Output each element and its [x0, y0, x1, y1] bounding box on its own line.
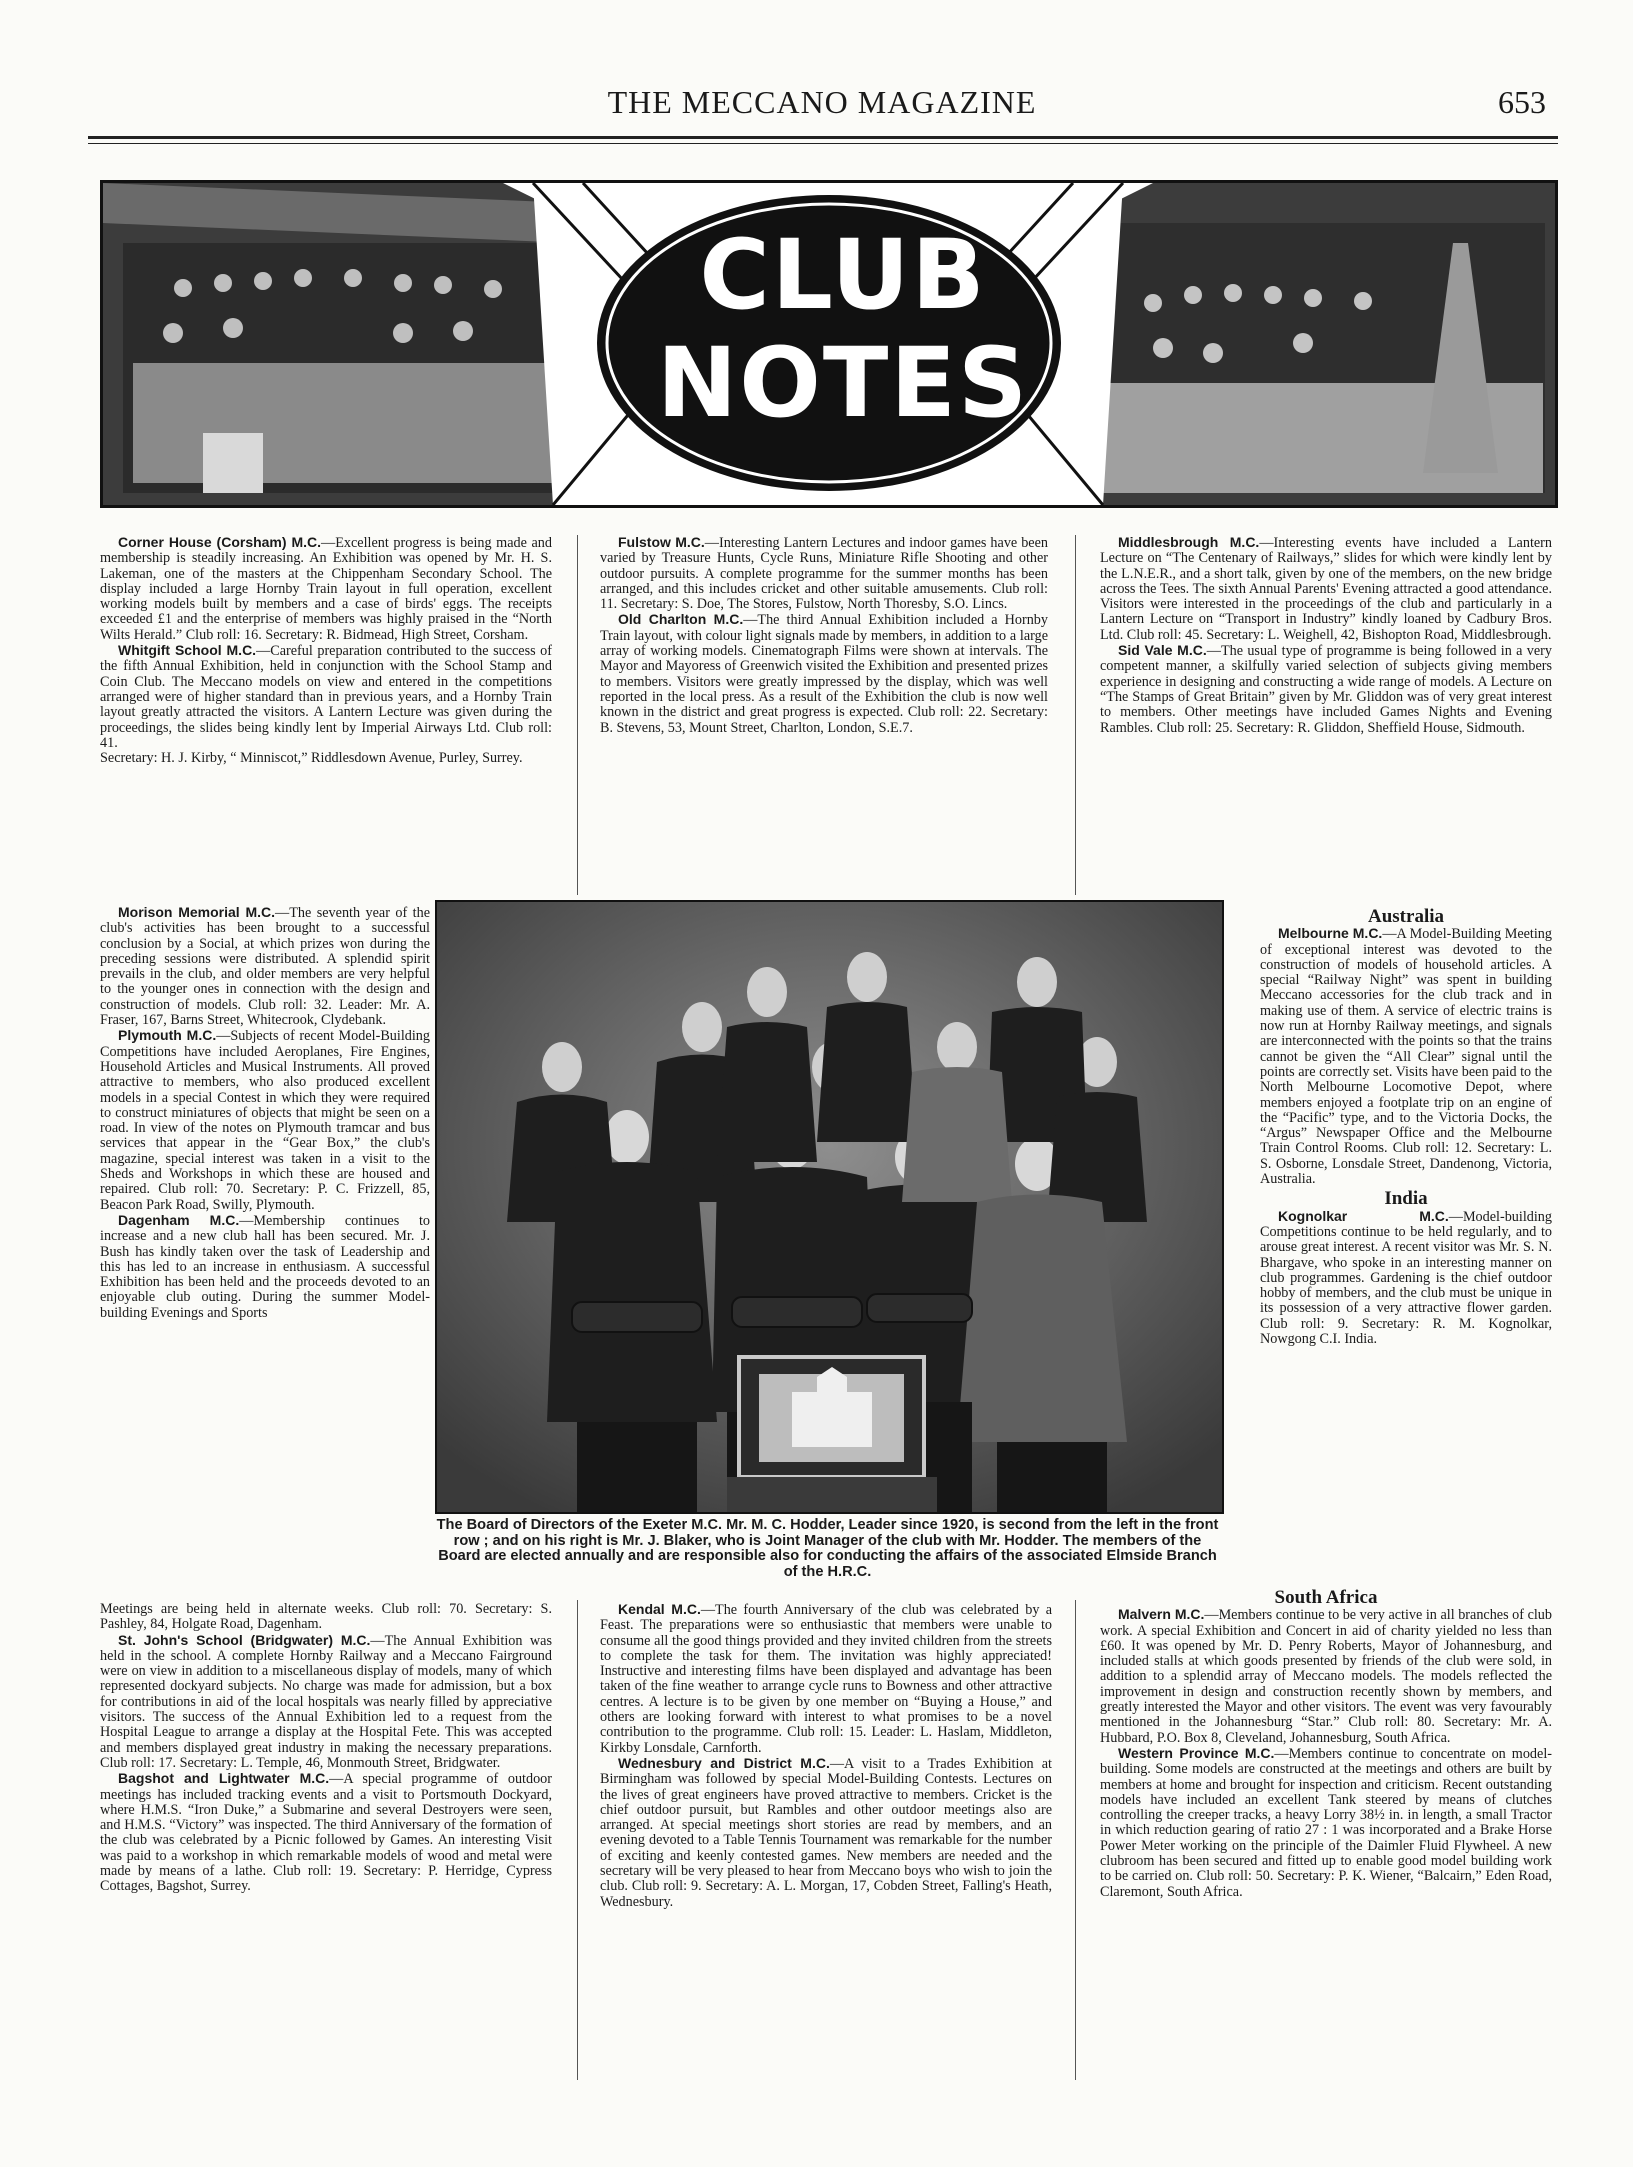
club-note-paragraph	[600, 612, 1048, 735]
club-note-paragraph	[100, 1028, 430, 1213]
club-name: Western Province M.C.	[1118, 1744, 1275, 1761]
club-name: Kognolkar M.C.	[1278, 1207, 1449, 1224]
club-note-text: —The seventh year of the club's activities has been brought to a successful conclusion by a Social, at which prizes won during the preceding sessions were distributed. A splendid spirit prevails in the club, and older members are very helpful to the younger ones in connection with the design and construction of models. Club roll: 32. Leader: Mr. A. Fraser, 167, Barns Street, Whitecrook, Clydebank.	[100, 905, 430, 1029]
club-name: Malvern M.C.	[1118, 1606, 1205, 1623]
column-3-beside-photo	[1260, 905, 1552, 1347]
club-note-text: —Subjects of recent Model-Building Competitions have included Aeroplanes, Fire Engines, Household Articles and Musical Instruments. All proved attractive to members, who also produced excellent models in a special Contest in which they were required to construct miniatures of objects that might be seen on a road. In view of the notes on Plymouth tramcar and bus services that appear in the “Gear Box,” the club's magazine, special interest was taken in a visit to the Sheds and Workshops in which these are housed and repaired. Club roll: 70. Secretary: P. C. Frizzell, 85, Beacon Park Road, Swilly, Plymouth.	[100, 1028, 430, 1213]
photo-caption: The Board of Directors of the Exeter M.C. Mr. M. C. Hodder, Leader since 1920, is second from the left in the front row ; and on his right is Mr. J. Blaker, who is Joint Manager of the club with Mr. Hodder. The members of the Board are elected annually and are responsible also for conducting the affairs of the associated Elmside Branch of the H.R.C.	[436, 1517, 1219, 1580]
title-line-club: CLUB	[699, 219, 987, 331]
club-note-text: —The fourth Anniversary of the club was celebrated by a Feast. The preparations were so enthusiastic that members were unable to consume all the good things provided and they invited children from the streets to complete the task for them. The invitation was highly appreciated! Instructive and interesting films have been displayed and advantage has been taken of the fine weather to arrange cycle runs to Bowness and other attractive centres. A lecture is to be given by one member on “Buying a House,” and others are looking forward with interest to what promises to be a novel contribution to the programme. Club roll: 15. Leader: L. Haslam, Middleton, Kirkby Lonsdale, Carnforth.	[600, 1602, 1053, 1756]
club-name: Old Charlton M.C.	[618, 611, 744, 628]
column-3-bottom	[1100, 1586, 1552, 1900]
club-note-paragraph	[100, 1633, 552, 1772]
column-divider	[577, 1600, 578, 2080]
title-line-notes: NOTES	[656, 327, 1030, 439]
club-note-text: —The third Annual Exhibition included a Hornby Train layout, with colour light signals made by members, in addition to a large array of working models. Cinematograph Films were shown at intervals. The Mayor and Mayoress of Greenwich visited the Exhibition and presented prizes to members. Visitors were greatly impressed by the display, which was well reported in the local press. As a result of the Exhibition the club is now well known in the district and great progress is expected. Club roll: 22. Secretary: B. Stevens, 53, Mount Street, Charlton, London, S.E.7.	[600, 612, 1048, 736]
group-photo-illustration	[437, 902, 1222, 1512]
club-name: St. John's School (Bridgwater) M.C.	[118, 1631, 371, 1648]
club-note-paragraph	[100, 643, 552, 751]
club-note-paragraph	[600, 535, 1048, 612]
club-note-paragraph	[1100, 1607, 1552, 1746]
club-note-paragraph	[600, 1602, 1052, 1756]
column-divider	[577, 535, 578, 895]
club-note-text: —Interesting Lantern Lectures and indoor games have been varied by Treasure Hunts, Cycle Runs, Miniature Rifle Shooting and other outdoor pursuits. A complete programme for the summer months has been arranged, and this includes cricket and other suitable amusements. Club roll: 11. Secretary: S. Doe, The Stores, Fulstow, North Thoresby, S.O. Lincs.	[600, 535, 1048, 613]
page-header	[88, 84, 1556, 128]
club-note-paragraph	[100, 1213, 430, 1321]
club-note-paragraph	[1260, 1209, 1552, 1348]
exeter-board-photo	[435, 900, 1224, 1514]
club-name: Whitgift School M.C.	[118, 642, 257, 659]
column-divider	[1075, 1600, 1076, 2080]
club-name: Bagshot and Lightwater M.C.	[118, 1770, 330, 1787]
club-note-paragraph	[100, 905, 430, 1028]
club-note-text: —A special programme of outdoor meetings has included tracking events and a visit to Portsmouth Dockyard, where H.M.S. “Iron Duke,” a Submarine and several Destroyers were seen, and H.M.S. “Victory” was inspected. The third Anniversary of the formation of the club was celebrated by a Picnic followed by Games. An interesting Visit was paid to a workshop in which remarkable models of wood and metal were made by means of a lathe. Club roll: 19. Secretary: P. Herridge, Cypress Cottages, Bagshot, Surrey.	[100, 1771, 553, 1895]
club-note-paragraph	[1100, 535, 1552, 643]
club-name: Morison Memorial M.C.	[118, 904, 276, 920]
club-name: Corner House (Corsham) M.C.	[118, 534, 322, 550]
header-rule-thin	[88, 143, 1558, 144]
club-note-paragraph	[100, 535, 552, 643]
column-1-beside-photo	[100, 905, 430, 1321]
club-name: Sid Vale M.C.	[1118, 642, 1207, 659]
club-note-text: —A visit to a Trades Exhibition at Birmingham was followed by special Model-Building Contests. Lectures on the lives of great engineers have proved attractive to members. Cricket is the chief outdoor pursuit, but Rambles and other outdoor meetings also are arranged. At special meetings short stories are read by members, and an evening devoted to a Table Tennis Tournament was remarkable for the number of exciting and keenly contested games. New members are needed and the secretary will be very pleased to hear from Meccano boys who wish to join the club. Club roll: 9. Secretary: A. L. Morgan, 17, Cobden Street, Falling's Heath, Wednesbury.	[600, 1755, 1052, 1910]
club-notes-title	[628, 203, 1058, 473]
header-rule	[88, 136, 1558, 139]
club-note-text: —Excellent progress is being made and membership is steadily increasing. An Exhibition was opened by Mr. H. S. Lakeman, one of the masters at the Chippenham Secondary School. The display included a large Hornby Train layout in full operation, excellent working models built by members and a case of birds' eggs. The receipts exceeded £1 and the enterprise of members was highly praised in the “North Wilts Herald.” Club roll: 16. Secretary: R. Bidmead, High Street, Corsham.	[100, 535, 552, 643]
australia-notes	[1260, 926, 1552, 1187]
south-africa-notes	[1100, 1607, 1552, 1900]
club-notes-banner	[100, 180, 1558, 508]
club-note-text: —The usual type of programme is being followed in a very competent manner, a skilfully varied selection of subjects giving members experience in designing and constructing a wide range of models. A Lecture on “The Stamps of Great Britain” given by Mr. Gliddon was of very great interest to members. Other meetings have included Games Nights and Evening Rambles. Club roll: 25. Secretary: R. Gliddon, Sheffield House, Sidmouth.	[1100, 643, 1553, 736]
club-name: Middlesbrough M.C.	[1118, 534, 1260, 550]
magazine-title: THE MECCANO MAGAZINE	[607, 84, 1037, 120]
club-note-text: —Model-building Competitions continue to be held regularly, and to arouse great interest. A recent visitor was Mr. S. N. Bhargave, who spoke in an interesting manner on club programmes. Gardening is the chief outdoor hobby of members, and the club must be unique in its possession of a very attractive flower garden. Club roll: 9. Secretary: R. M. Kognolkar, Nowgong C.I. India.	[1260, 1208, 1552, 1348]
column-divider	[1075, 535, 1076, 895]
section-heading-australia: Australia	[1368, 906, 1444, 927]
section-heading-india: India	[1384, 1188, 1428, 1210]
club-note-text: —Interesting events have included a Lantern Lecture on “The Centenary of Railways,” slides for which were kindly lent by the L.N.E.R., and a short talk, given by one of the members, on the new bridge across the Tees. The sixth Annual Parents' Evening attracted a good attendance. Visitors were interested in the proceedings of the club and particularly in a Lantern Lecture on “Transport in Industry” kindly loaned by Cadbury Bros. Ltd. Club roll: 45. Secretary: L. Weighell, 42, Bishopton Road, Middlesbrough.	[1100, 535, 1552, 643]
column-1-top	[100, 535, 552, 766]
club-note-paragraph	[100, 1771, 552, 1894]
club-note-paragraph	[1100, 1746, 1552, 1900]
club-note-paragraph	[100, 1602, 552, 1633]
club-name: Kendal M.C.	[618, 1601, 701, 1617]
column-2-bottom	[600, 1602, 1052, 1910]
page-number: 653	[1498, 84, 1546, 120]
club-note-text: —Members continue to be very active in all branches of club work. A special Exhibition and Concert in aid of charity yielded no less than £60. It was opened by Mr. D. Penry Roberts, Mayor of Johannesburg, and included stalls at which goods presented by friends of the club were sold, in addition to a splendid array of Meccano models. The models reflected the improvement in design and construction recently shown by members, and greatly interested the Mayor and other visitors. The event was very favourably mentioned in the Johannesburg “Star.” Club roll: 80. Secretary: Mr. A. Hubbard, P.O. Box 8, Cleveland, Johannesburg, South Africa.	[1100, 1607, 1552, 1746]
column-2-top	[600, 535, 1048, 736]
column-3-top	[1100, 535, 1552, 736]
club-note-paragraph	[1260, 926, 1552, 1187]
whitgift-secretary-line: Secretary: H. J. Kirby, “ Minniscot,” Riddlesdown Avenue, Purley, Surrey.	[100, 750, 523, 767]
club-note-text: —Members continue to concentrate on model-building. Some models are constructed at the meetings and others are built by members at home and brought for inspection and criticism. Recent outstanding models have included an excellent Tank steered by means of clutches controlling the creeper tracks, a heavy Lorry 38½ in. in length, a small Tractor in which reduction gearing of ratio 27 : 1 was incorporated and a Brake Horse Power Meter working on the principle of the Daimler Fluid Flywheel. A new clubroom has been secured and fitted up to enable good model building work to be carried on. Club roll: 50. Secretary: P. K. Wiener, “Balcairn,” Eden Road, Claremont, South Africa.	[1100, 1745, 1552, 1900]
club-note-text: —The Annual Exhibition was held in the school. A complete Hornby Railway and a Meccano Fairground were on view in addition to a miscellaneous display of models, many of which represented dockyard subjects. No charge was made for admission, but a box for contributions in aid of the local hospitals was nearly filled by appreciative visitors. The success of the Annual Exhibition led to a request from the Hospital League to arrange a display at the Hospital Fete. This was accepted and members displayed great industry in making the necessary preparations. Club roll: 17. Secretary: L. Temple, 46, Monmouth Street, Bridgwater.	[100, 1632, 552, 1771]
club-name: Wednesbury and District M.C.	[618, 1754, 830, 1771]
club-name: Fulstow M.C.	[618, 534, 705, 550]
club-note-paragraph	[1100, 643, 1552, 736]
club-note-text: —Membership continues to increase and a new club hall has been secured. Mr. J. Bush has kindly taken over the task of Leadership and this has led to an increase in enthusiasm. A successful Exhibition has been held and the proceeds devoted to an enjoyable club outing. During the summer Model-building Evenings and Sports	[100, 1212, 431, 1321]
india-notes	[1260, 1209, 1552, 1348]
club-note-text: Meetings are being held in alternate weeks. Club roll: 70. Secretary: S. Pashley, 84, Holgate Road, Dagenham.	[100, 1601, 552, 1633]
club-name: Melbourne M.C.	[1278, 925, 1383, 942]
section-heading-south-africa: South Africa	[1274, 1587, 1378, 1608]
club-note-text: —Careful preparation contributed to the success of the fifth Annual Exhibition, held in conjunction with the School Stamp and Coin Club. The Meccano models on view and entered in the competitions arranged were of higher standard than in previous years, and a Hornby Train layout greatly attracted the visitors. A Lantern Lecture was given during the proceedings, the slides being kindly lent by Imperial Airways Ltd. Club roll: 41.	[100, 643, 552, 751]
club-note-text: —A Model-Building Meeting of exceptional interest was devoted to the construction of models of household articles. A special “Railway Night” was spent in building Meccano accessories for the club track and in making use of them. A service of electric trains is now run at Hornby Railway meetings, and signals are interconnected with the points so that the trains cannot be given the “All Clear” signal until the points are correctly set. Visits have been paid to the North Melbourne Locomotive Depot, where members enjoyed a footplate trip on an engine of the “Pacific” type, and to the Victoria Docks, the “Argus” Newspaper Office and the Melbourne Train Control Rooms. Club roll: 12. Secretary: L. S. Osborne, Lonsdale Street, Dandenong, Victoria, Australia.	[1260, 926, 1553, 1188]
column-1-bottom	[100, 1602, 552, 1895]
club-name: Dagenham M.C.	[118, 1211, 240, 1228]
club-note-paragraph	[600, 1756, 1052, 1910]
club-name: Plymouth M.C.	[118, 1027, 217, 1044]
